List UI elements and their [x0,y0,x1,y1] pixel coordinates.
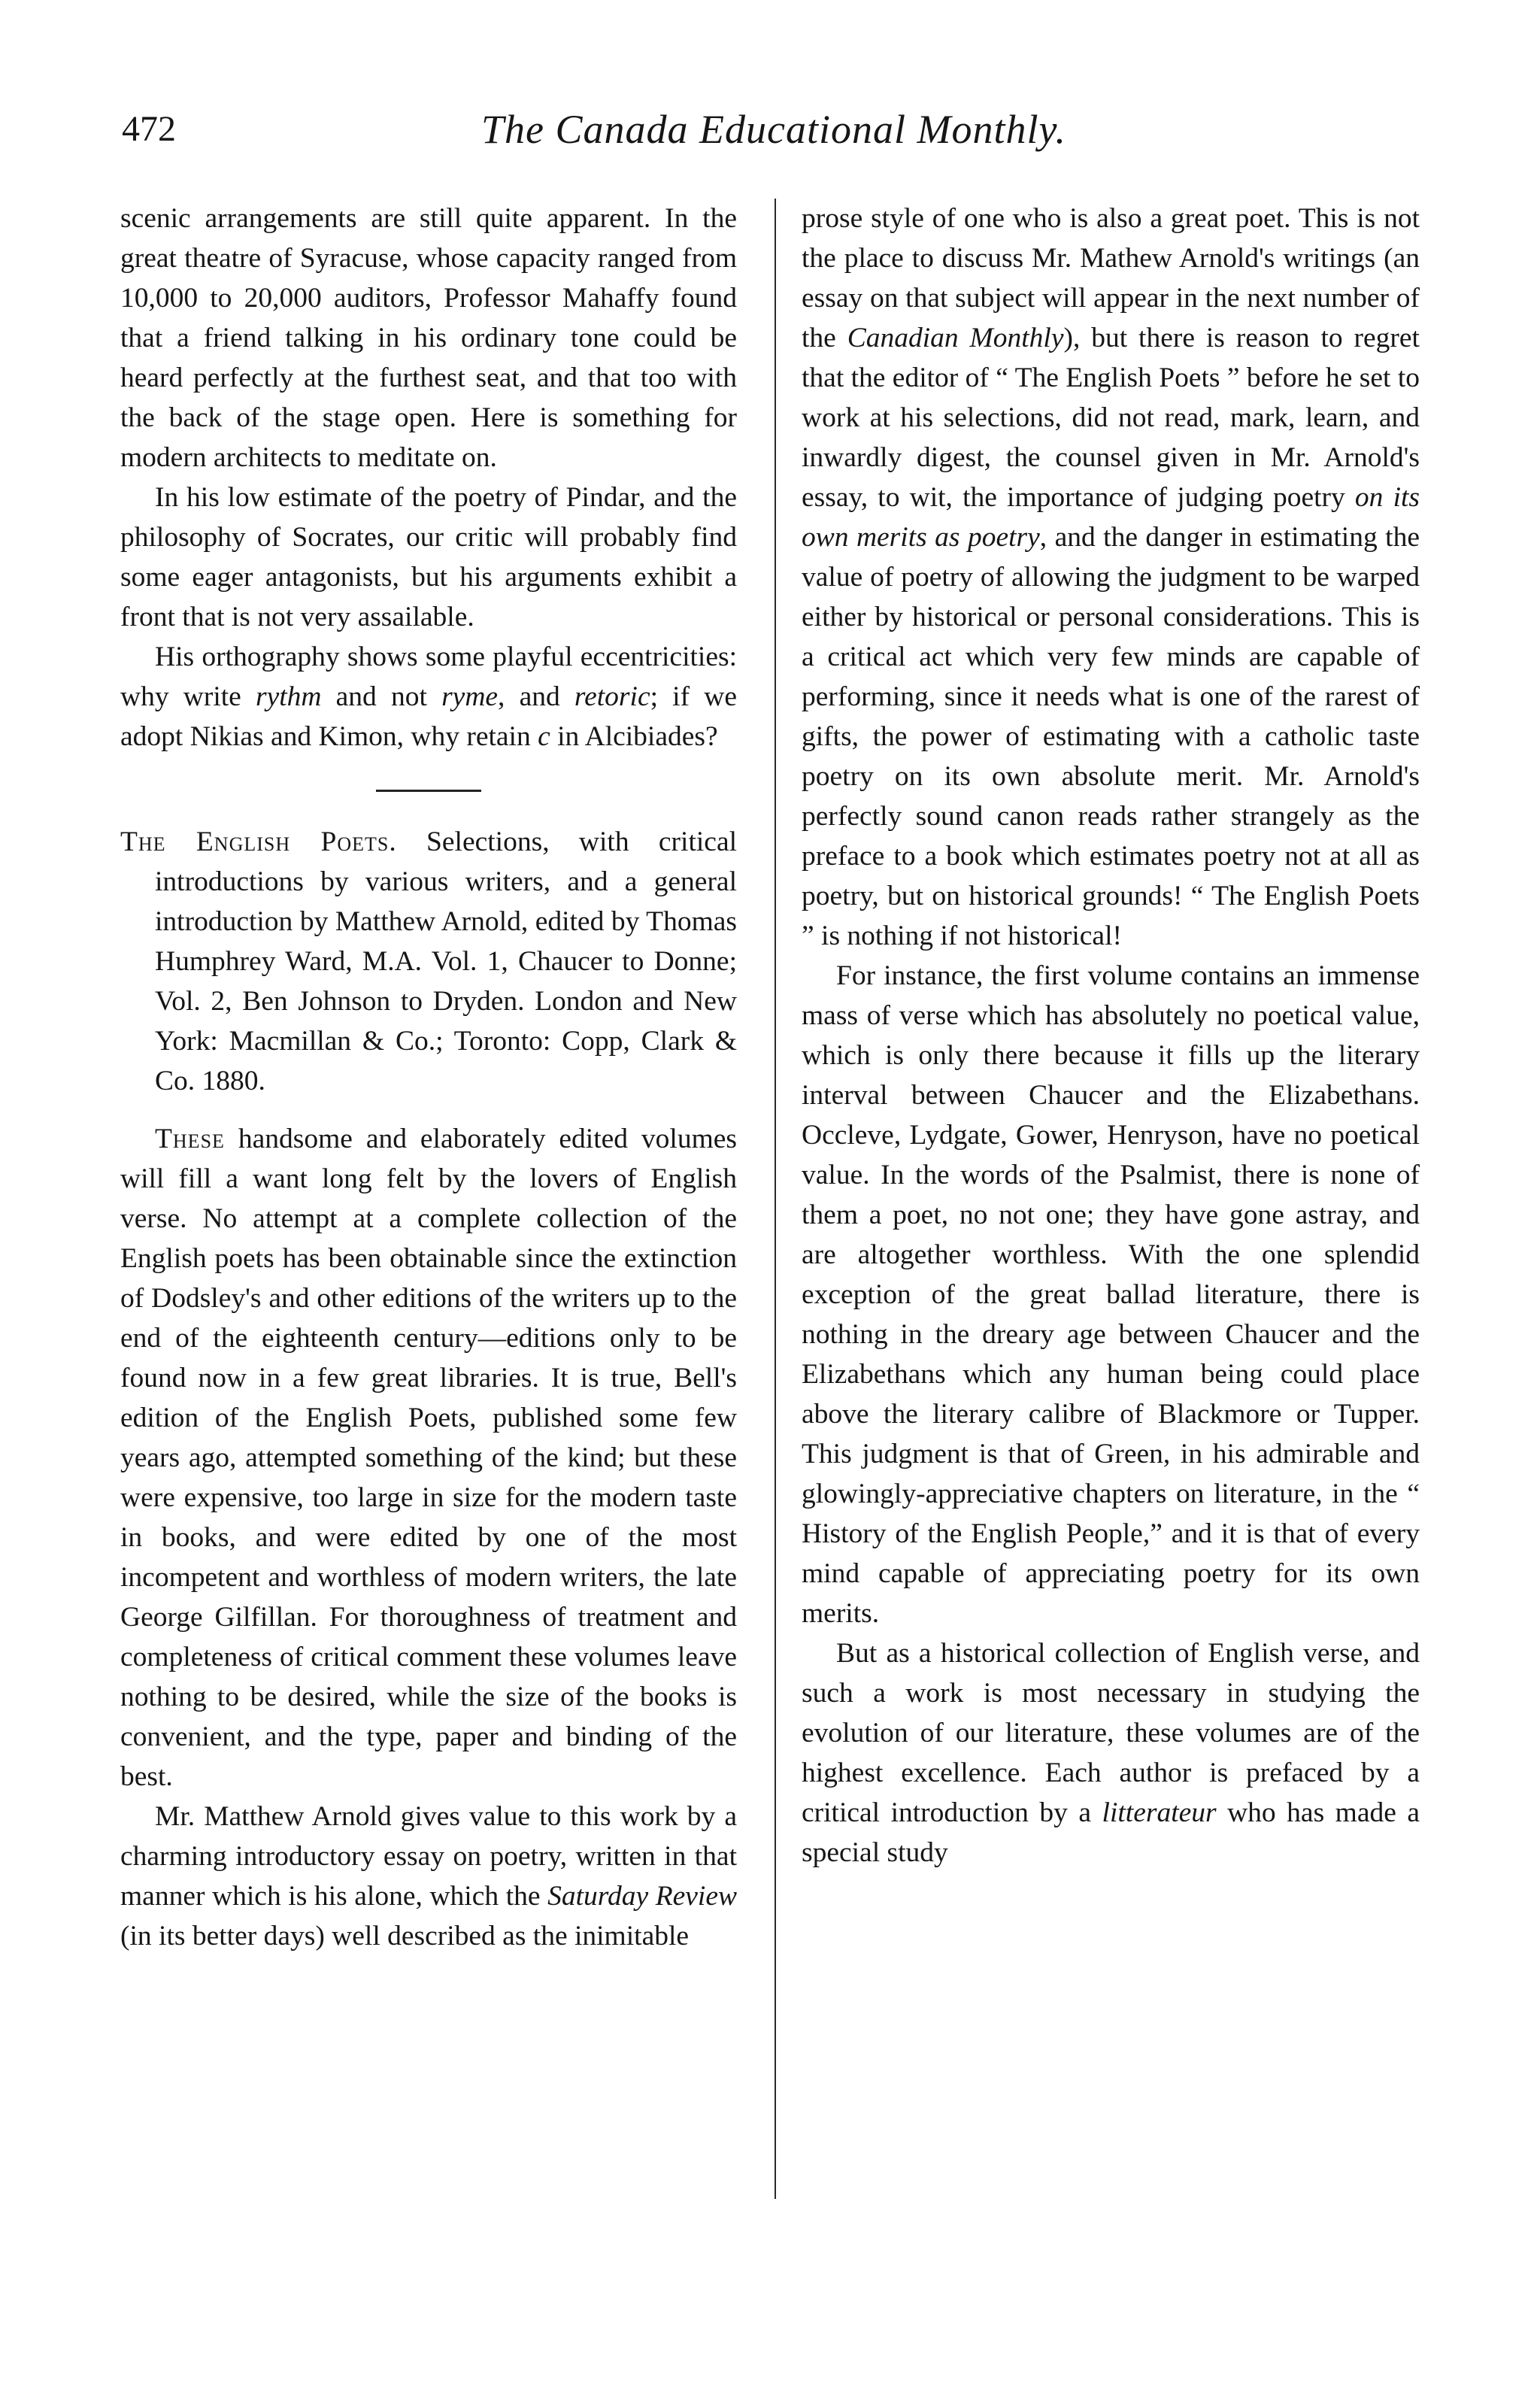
running-title: The Canada Educational Monthly. [481,107,1066,152]
book-citation [120,822,737,1101]
right-column [802,199,1420,1873]
italic-litterateur: litterateur [1102,1797,1217,1828]
paragraph-arnold-canon [802,199,1420,956]
text-run: ; if we adopt Nikias and Kimon, why retain [120,681,737,752]
paragraph-theatre-acoustics: scenic arrangements are still quite apparent. In the great theatre of Syracuse, whose capacity ranged from 10,000 to 20,000 auditors, Professor Mahaffy found that a friend talking in his ordinary tone could be heard perfectly at the furthest seat, and that too with the back of the stage open. Here is something for modern architects to meditate on. [120,203,737,473]
italic-canadian-monthly: Canadian Monthly [847,323,1064,353]
text-run: , and the danger in estimating the value of poetry of allowing the judgment to be warped either by historical or personal considerations. This is a critical act which very few minds are capable of performing, since it needs what is one of the rarest of gifts, the power of estimating with a catholic taste poetry on its own absolute merit. Mr. Arnold's perfectly sound canon reads rather strangely as the preface to a book which estimates poetry not at all as poetry, but on historical grounds! “ The English Poets ” is nothing if not historical! [802,522,1420,951]
italic-letter-c: c [538,721,550,752]
text-run: ), but there is reason to regret that the editor of “ The English Poets ” before he set to work at his selections, did not read, mark, learn, and inwardly digest, the counsel given in Mr. Arnold's essay, to wit, the importance of judging poetry [802,323,1420,513]
book-title: The English Poets. [120,826,397,857]
italic-word-rythm: rythm [255,681,322,712]
text-run: who has made a special study [802,1797,1420,1868]
column-divider [775,199,776,2199]
page-number: 472 [122,109,176,149]
lead-word: These [155,1124,225,1154]
text-run: prose style of one who is also a great poet. This is not the place to discuss Mr. Mathew Arnold's writings (an essay on that subject will appear in the next number of the [802,203,1420,353]
paragraph-review-intro [120,1119,737,1797]
paragraph-orthography [120,637,737,757]
paragraph-historical-collection [802,1633,1420,1873]
text-run: His orthography shows some playful eccentricities: why write [120,641,737,712]
text-run: But as a historical collection of English verse, and such a work is most necessary in studying the evolution of our literature, these volumes are of the highest excellence. Each author is prefaced by a critical introduction by a [802,1638,1420,1828]
paragraph-first-volume: For instance, the first volume contains an immense mass of verse which has absolutely no poetical value, which is only there because it fills up the literary interval between Chaucer and the Elizabethans. Occleve, Lydgate, Gower, Henryson, have no poetical value. In the words of the Psalmist, there is none of them a poet, no not one; they have gone astray, and are altogether worthless. With the one splendid exception of the great ballad literature, there is nothing in the dreary age between Chaucer and the Elizabethans which any human being could place above the literary calibre of Blackmore or Tupper. This judgment is that of Green, in his admirable and glowingly-appreciative chapters on literature, in the “ History of the English People,” and it is that of every mind capable of appreciating poetry for its own merits. [802,960,1420,1629]
text-run: handsome and elaborately edited volumes will fill a want long felt by the lovers of English verse. No attempt at a complete collection of the English poets has been obtainable since the extinction of Dodsley's and other editions of the writers up to the end of the eighteenth century—editions only to be found now in a few great libraries. It is true, Bell's edition of the English Poets, published some few years ago, attempted something of the kind; but these were expensive, too large in size for the modern taste in books, and were edited by one of the most incompetent and worthless of modern writers, the late George Gilfillan. For thoroughness of treatment and completeness of critical comment these volumes leave nothing to be desired, while the size of the books is convenient, and the type, paper and binding of the best. [120,1124,737,1792]
left-column [120,199,737,1956]
paragraph-pindar-socrates: In his low estimate of the poetry of Pindar, and the philosophy of Socrates, our critic will probably find some eager antagonists, but his arguments exhibit a front that is not very assailable. [120,482,737,632]
text-run: in Alcibiades? [550,721,718,752]
italic-word-ryme: ryme [441,681,499,712]
text-run: and not [321,681,442,712]
citation-details: Selections, with critical introductions by various writers, and a general introduction by Matthew Arnold, edited by Thomas Humphrey Ward, M.A. Vol. 1, Chaucer to Donne; Vol. 2, Ben Johnson to Dryden. London and New York: Macmillan & Co.; Toronto: Copp, Clark & Co. 1880. [155,826,738,1096]
text-run: , and [498,681,574,712]
italic-saturday-review: Saturday Review [547,1881,737,1912]
italic-own-merits: on its own merits as poetry [802,482,1420,553]
text-run: (in its better days) well described as the inimitable [120,1921,690,1952]
italic-word-retoric: retoric [574,681,650,712]
page-header [0,99,1537,159]
section-divider [376,790,481,792]
text-run: Mr. Matthew Arnold gives value to this work by a charming introductory essay on poetry, written in that manner which is his alone, which the [120,1801,737,1912]
paragraph-arnold-essay [120,1797,737,1956]
